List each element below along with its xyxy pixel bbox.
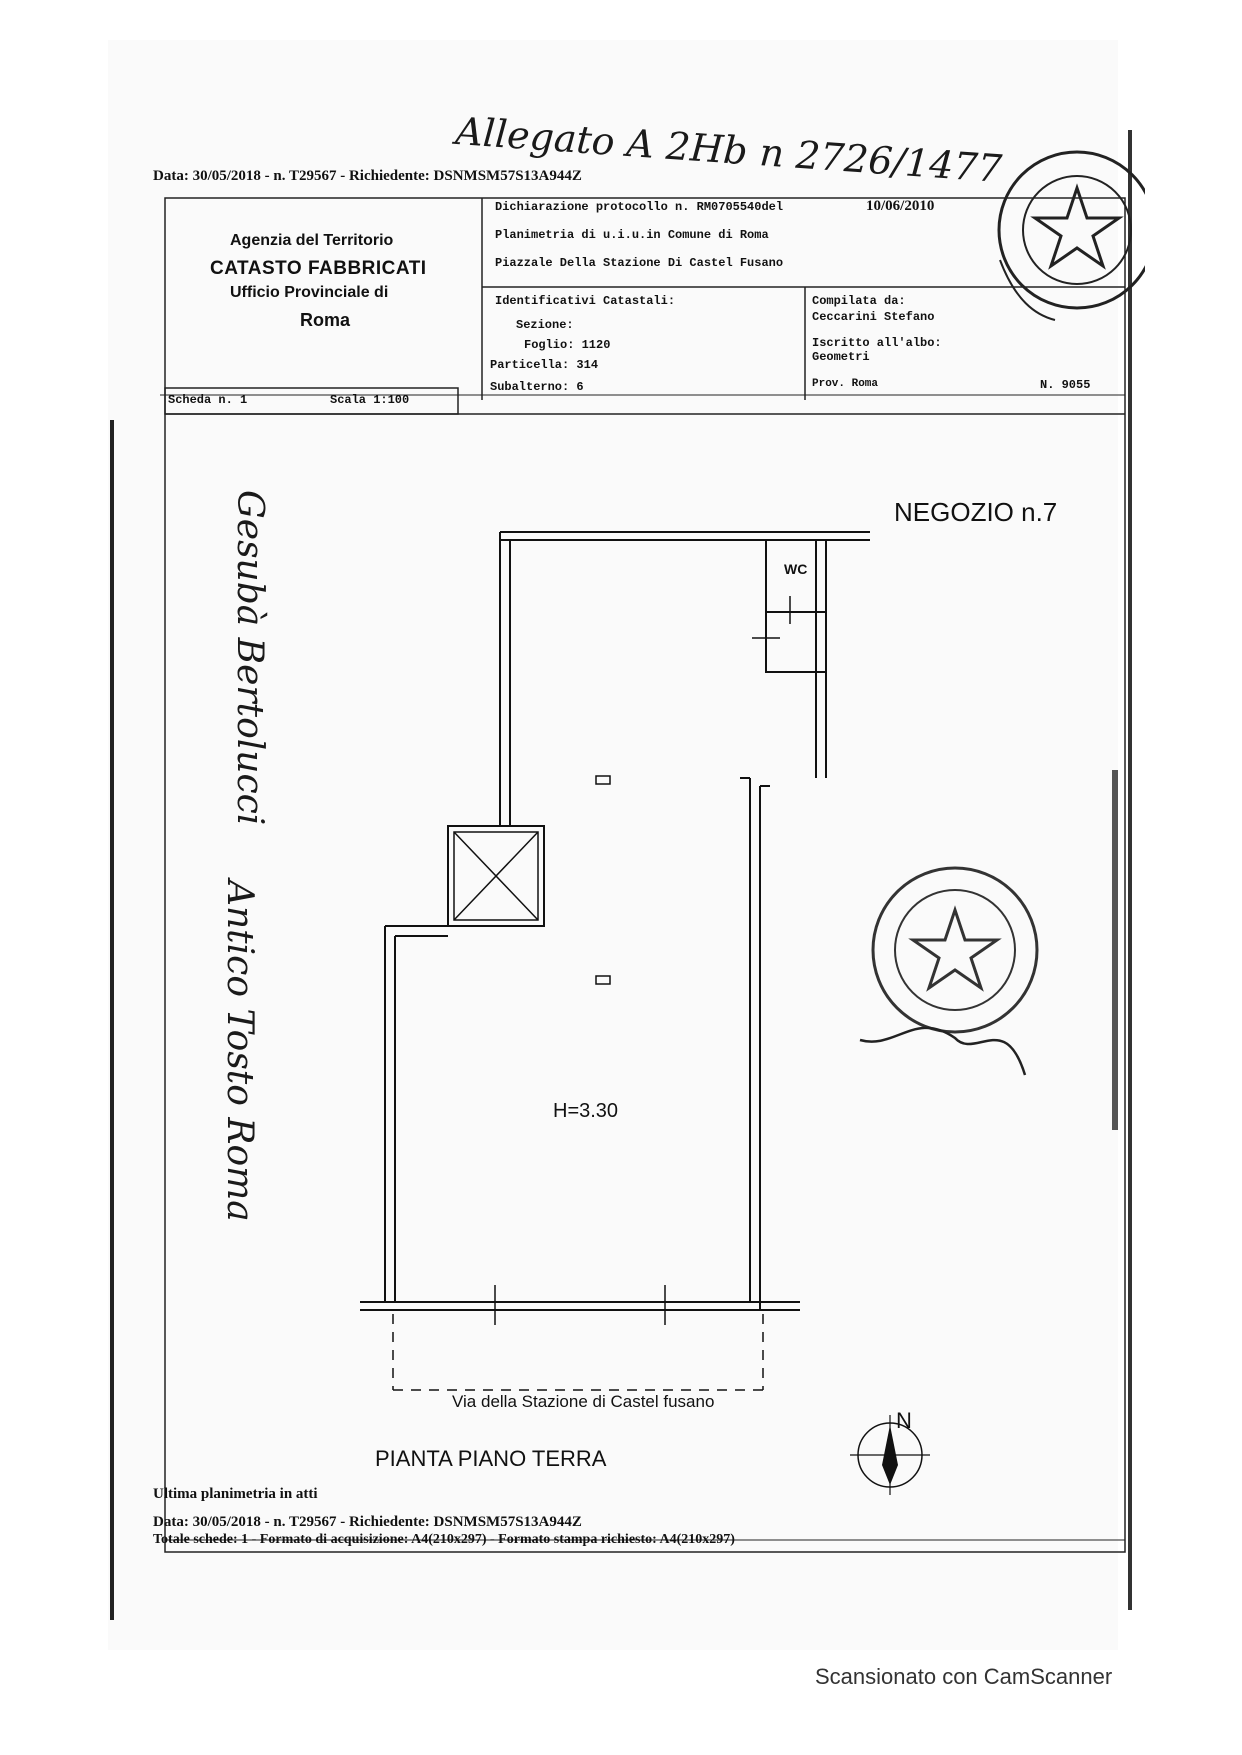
identificativi-subalterno: Subalterno: 6 [490, 380, 584, 394]
header-request-line: Data: 30/05/2018 - n. T29567 - Richiedente: DSNMSM57S13A944Z [153, 168, 582, 184]
protocol-address: Piazzale Della Stazione Di Castel Fusano [495, 256, 784, 270]
footer-totale: Totale schede: 1 - Formato di acquisizione: A4(210x297) - Formato stampa richiesto: A4(210x297) [153, 1532, 735, 1547]
plan-floor-label: PIANTA PIANO TERRA [375, 1446, 607, 1471]
signature-left-2: Antico Tosto Roma [219, 880, 260, 1222]
scheda-number: Scheda n. 1 [168, 393, 248, 407]
protocol-dichiarazione: Dichiarazione protocollo n. RM0705540del [495, 200, 784, 214]
plan-height-label: H=3.30 [553, 1100, 619, 1122]
plan-street-label: Via della Stazione di Castel fusano [452, 1392, 715, 1411]
identificativi-sezione: Sezione: [516, 318, 574, 332]
north-arrow [850, 1415, 930, 1495]
identificativi-particella: Particella: 314 [490, 358, 599, 372]
notary-stamp-middle [855, 860, 1045, 1090]
compilata-albo: Geometri [812, 350, 870, 364]
identificativi-title: Identificativi Catastali: [495, 294, 676, 308]
north-label: N [896, 1408, 912, 1433]
identificativi-foglio: Foglio: 1120 [524, 338, 611, 352]
protocol-planimetria: Planimetria di u.i.u.in Comune di Roma [495, 228, 769, 242]
footer-data: Data: 30/05/2018 - n. T29567 - Richiedente: DSNMSM57S13A944Z [153, 1514, 582, 1530]
footer-ultima: Ultima planimetria in atti [153, 1486, 318, 1502]
office-ufficio: Ufficio Provinciale di [230, 284, 389, 301]
compilata-prov: Prov. Roma [812, 378, 879, 390]
plan-wc-label: WC [784, 561, 808, 577]
office-city: Roma [300, 310, 351, 330]
plan-title: NEGOZIO n.7 [894, 497, 1058, 527]
compilata-numero: N. 9055 [1040, 378, 1091, 392]
compilata-name: Ceccarini Stefano [812, 310, 935, 324]
handwritten-annotation: Allegato A 2Hb n 2726/1477 [454, 108, 1004, 192]
signature-left-1: Gesubà Bertolucci [229, 490, 270, 826]
camscanner-watermark: Scansionato con CamScanner [815, 1664, 1113, 1689]
compilata-iscritto: Iscritto all'albo: [812, 336, 942, 350]
office-catasto: CATASTO FABBRICATI [210, 258, 427, 279]
compilata-label: Compilata da: [812, 294, 906, 308]
office-agency: Agenzia del Territorio [230, 232, 394, 249]
protocol-date: 10/06/2010 [866, 198, 935, 214]
scheda-scale: Scala 1:100 [330, 393, 410, 407]
